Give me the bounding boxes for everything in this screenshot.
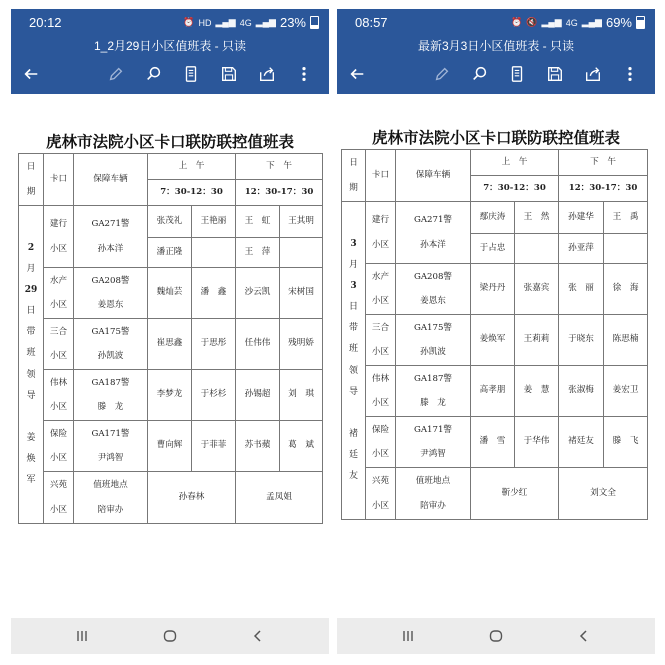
pm-staff: 王 萍 (236, 238, 280, 268)
header-pm-time: 12：30-17：30 (236, 180, 323, 206)
sheet-title: 虎林市法院小区卡口联防联控值班表 (45, 132, 294, 151)
pm-staff: 孙锡超 (236, 370, 280, 421)
am-staff: 于杉杉 (192, 370, 236, 421)
am-staff: 崔思鑫 (148, 319, 192, 370)
back-icon[interactable] (575, 627, 593, 645)
system-nav-bar (11, 618, 329, 654)
checkpoint-cell: 建行 小区 (44, 206, 74, 268)
table-row (19, 370, 323, 421)
battery-level (311, 25, 318, 28)
checkpoint-cell: 伟林 小区 (366, 366, 396, 417)
table-row (342, 264, 648, 315)
pm-staff: 陈思楠 (604, 315, 648, 366)
am-staff: 于思彤 (192, 319, 236, 370)
am-staff: 李梦龙 (148, 370, 192, 421)
checkpoint-cell: 水产 小区 (44, 268, 74, 319)
alarm-icon: ⏰ (183, 17, 195, 27)
back-arrow-icon[interactable] (21, 64, 41, 84)
checkpoint-cell: 保险 小区 (366, 417, 396, 468)
am-staff: 张茂礼 (148, 206, 192, 238)
app-bar (11, 9, 329, 94)
table-row (342, 315, 648, 366)
sheet-title: 虎林市法院小区卡口联防联控值班表 (371, 128, 620, 147)
am-staff: 孙春林 (148, 472, 236, 524)
hd-icon: HD (198, 17, 212, 28)
vehicle-cell: GA208警 姜恩东 (396, 264, 471, 315)
am-staff: 王艳丽 (192, 206, 236, 238)
am-staff: 高孝朋 (471, 366, 515, 417)
am-staff (192, 238, 236, 268)
share-icon[interactable] (257, 64, 277, 84)
checkpoint-cell: 保险 小区 (44, 421, 74, 472)
am-staff: 王 然 (515, 202, 559, 234)
status-bar (337, 15, 655, 31)
mute-icon: 🔇 (526, 17, 538, 27)
save-icon[interactable] (219, 64, 239, 84)
recents-icon[interactable] (399, 627, 417, 645)
am-staff: 鄢庆涛 (471, 202, 515, 234)
4g-icon: 4G (239, 17, 252, 28)
left-phone-screen (11, 9, 329, 654)
recents-icon[interactable] (73, 627, 91, 645)
am-staff: 张嘉宾 (515, 264, 559, 315)
edit-pen-icon[interactable] (432, 64, 452, 84)
am-staff: 于占忠 (471, 234, 515, 264)
vehicle-cell: GA175警 孙凯波 (396, 315, 471, 366)
battery-level (637, 20, 644, 28)
checkpoint-cell: 三合 小区 (44, 319, 74, 370)
battery-icon (310, 16, 319, 29)
checkpoint-cell: 水产 小区 (366, 264, 396, 315)
pm-staff: 孙建华 (559, 202, 604, 234)
pm-staff: 张淑梅 (559, 366, 604, 417)
vehicle-cell: GA187警 滕 龙 (74, 370, 148, 421)
pm-staff: 王 禹 (604, 202, 648, 234)
am-staff: 魏灿芸 (148, 268, 192, 319)
pm-staff: 刘 琪 (280, 370, 323, 421)
status-time: 20:12 (29, 15, 62, 30)
am-staff: 潘正隆 (148, 238, 192, 268)
pm-staff: 孙亚萍 (559, 234, 604, 264)
pm-staff: 王 虹 (236, 206, 280, 238)
more-vert-icon[interactable] (620, 64, 640, 84)
am-staff: 姜焕军 (471, 315, 515, 366)
table-row (19, 421, 323, 472)
table-row (19, 206, 323, 238)
reading-view-icon[interactable] (181, 64, 201, 84)
document-page[interactable] (11, 94, 329, 624)
home-icon[interactable] (487, 627, 505, 645)
table-row (19, 319, 323, 370)
4g-icon: 4G (565, 17, 578, 28)
vehicle-cell: GA175警 孙凯波 (74, 319, 148, 370)
header-am-time: 7：30-12：30 (148, 180, 236, 206)
pm-staff: 葛 斌 (280, 421, 323, 472)
pm-staff: 宋树国 (280, 268, 323, 319)
signal-icon: ▂▄▆ (581, 17, 602, 27)
header-vehicle: 保障车辆 (396, 150, 471, 202)
right-phone-screen (337, 9, 655, 654)
pm-staff: 姜宏卫 (604, 366, 648, 417)
pm-staff: 张 丽 (559, 264, 604, 315)
home-icon[interactable] (161, 627, 179, 645)
search-icon[interactable] (144, 64, 164, 84)
pm-staff: 徐 海 (604, 264, 648, 315)
vehicle-cell: GA271警 孙本洋 (74, 206, 148, 268)
am-staff: 潘 雪 (471, 417, 515, 468)
back-arrow-icon[interactable] (347, 64, 367, 84)
table-row (342, 468, 648, 520)
pm-staff (604, 234, 648, 264)
signal-icon: ▂▄▆ (215, 17, 236, 27)
pm-staff: 孟凤姐 (236, 472, 323, 524)
table-row (19, 268, 323, 319)
header-date: 日 期 (19, 154, 44, 206)
header-checkpoint: 卡口 (44, 154, 74, 206)
edit-pen-icon[interactable] (106, 64, 126, 84)
table-row (342, 366, 648, 417)
header-pm-label: 下 午 (236, 154, 323, 180)
pm-staff: 于晓东 (559, 315, 604, 366)
status-bar (11, 15, 329, 31)
vehicle-cell: GA187警 滕 龙 (396, 366, 471, 417)
header-pm-time: 12：30-17：30 (559, 176, 648, 202)
vehicle-cell: 值班地点 陪审办 (396, 468, 471, 520)
pm-staff: 王其明 (280, 206, 323, 238)
document-page[interactable] (337, 94, 655, 624)
share-icon[interactable] (583, 64, 603, 84)
am-staff: 梁丹丹 (471, 264, 515, 315)
document-title: 1_2月29日小区值班表 - 只读 (93, 39, 247, 53)
document-title: 最新3月3日小区值班表 - 只读 (417, 39, 574, 53)
status-time: 08:57 (355, 15, 388, 30)
duty-leader-column: 2 月 29 日 带 班 领 导 姜 焕 军 (19, 206, 44, 524)
pm-staff: 刘文全 (559, 468, 648, 520)
signal-icon: ▂▄▆ (255, 17, 276, 27)
signal-icon: ▂▄▆ (541, 17, 562, 27)
header-am-label: 上 午 (471, 150, 559, 176)
header-vehicle: 保障车辆 (74, 154, 148, 206)
toolbar (337, 61, 655, 87)
search-icon[interactable] (470, 64, 490, 84)
header-checkpoint: 卡口 (366, 150, 396, 202)
table-row (342, 417, 648, 468)
checkpoint-cell: 兴苑 小区 (366, 468, 396, 520)
am-staff: 姜 慧 (515, 366, 559, 417)
am-staff: 曹向辉 (148, 421, 192, 472)
vehicle-cell: 值班地点 陪审办 (74, 472, 148, 524)
more-vert-icon[interactable] (294, 64, 314, 84)
reading-view-icon[interactable] (507, 64, 527, 84)
pm-staff: 褚廷友 (559, 417, 604, 468)
pm-staff: 苏书蘋 (236, 421, 280, 472)
vehicle-cell: GA171警 尹鸿智 (74, 421, 148, 472)
app-bar (337, 9, 655, 94)
table-row (19, 472, 323, 524)
am-staff (515, 234, 559, 264)
header-am-time: 7：30-12：30 (471, 176, 559, 202)
pm-staff: 任伟伟 (236, 319, 280, 370)
battery-percent: 23% (279, 15, 306, 30)
back-icon[interactable] (249, 627, 267, 645)
checkpoint-cell: 三合 小区 (366, 315, 396, 366)
duty-leader-column: 3 月 3 日 带 班 领 导 褚 廷 友 (342, 202, 366, 520)
table-row (342, 202, 648, 234)
vehicle-cell: GA171警 尹鸿智 (396, 417, 471, 468)
vehicle-cell: GA271警 孙本洋 (396, 202, 471, 264)
alarm-icon: ⏰ (511, 17, 523, 27)
pm-staff: 残明娇 (280, 319, 323, 370)
header-am-label: 上 午 (148, 154, 236, 180)
header-date: 日 期 (342, 150, 366, 202)
pm-staff (280, 238, 323, 268)
am-staff: 靳少红 (471, 468, 559, 520)
am-staff: 王莉莉 (515, 315, 559, 366)
checkpoint-cell: 兴苑 小区 (44, 472, 74, 524)
am-staff: 于华伟 (515, 417, 559, 468)
vehicle-cell: GA208警 姜恩东 (74, 268, 148, 319)
duty-table (341, 149, 648, 520)
save-icon[interactable] (545, 64, 565, 84)
duty-table (18, 153, 323, 524)
checkpoint-cell: 伟林 小区 (44, 370, 74, 421)
pm-staff: 沙云凯 (236, 268, 280, 319)
am-staff: 于菲菲 (192, 421, 236, 472)
am-staff: 潘 鑫 (192, 268, 236, 319)
battery-icon (636, 16, 645, 29)
pm-staff: 滕 飞 (604, 417, 648, 468)
system-nav-bar (337, 618, 655, 654)
checkpoint-cell: 建行 小区 (366, 202, 396, 264)
toolbar (11, 61, 329, 87)
battery-percent: 69% (605, 15, 632, 30)
header-pm-label: 下 午 (559, 150, 648, 176)
